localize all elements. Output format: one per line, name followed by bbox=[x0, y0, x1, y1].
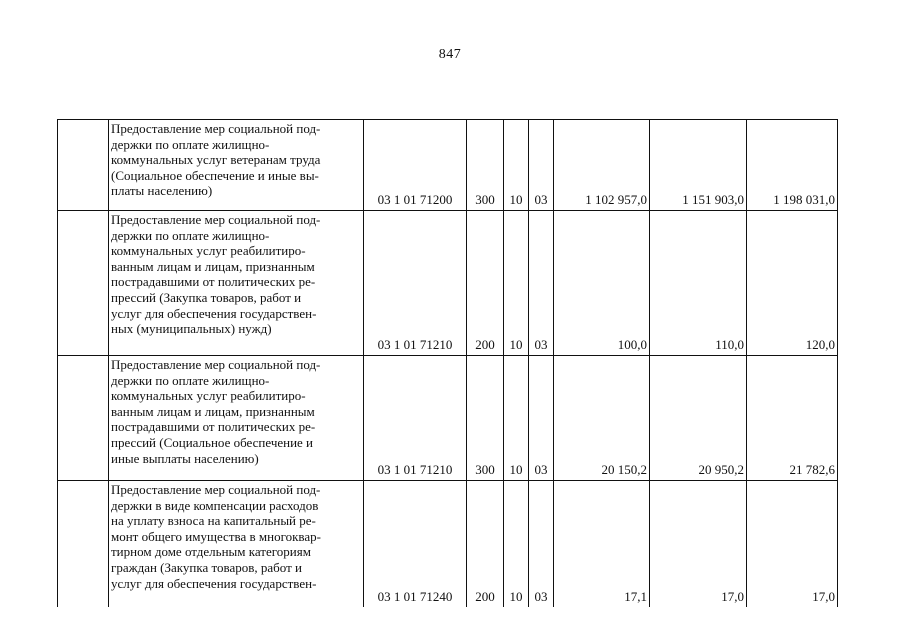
table-row bbox=[58, 211, 838, 356]
amount-year-1-cell: 1 102 957,0 bbox=[554, 120, 650, 211]
measure-name-line: ванным лицам и лицам, признанным bbox=[111, 403, 315, 419]
subsection-cell: 03 bbox=[529, 356, 554, 481]
measure-name-line: Предоставление мер социальной под- bbox=[111, 121, 321, 136]
expense-type-cell: 300 bbox=[467, 120, 504, 211]
measure-name-cell bbox=[109, 481, 364, 608]
amount-year-2-cell: 110,0 bbox=[650, 211, 747, 356]
subsection-cell: 03 bbox=[529, 211, 554, 356]
expense-type-cell: 200 bbox=[467, 211, 504, 356]
measure-name-line: коммунальных услуг ветеранам труда bbox=[111, 152, 321, 168]
measure-name-cell bbox=[109, 211, 364, 356]
target-article-code-cell: 03 1 01 71210 bbox=[364, 211, 467, 356]
row-number-cell bbox=[58, 120, 109, 211]
measure-name-line: Предоставление мер социальной под- bbox=[111, 357, 321, 372]
amount-year-3-cell: 17,0 bbox=[747, 481, 838, 608]
row-number-cell bbox=[58, 356, 109, 481]
measure-name-line: прессий (Социальное обеспечение и bbox=[111, 434, 314, 450]
amount-year-3-cell: 1 198 031,0 bbox=[747, 120, 838, 211]
expense-type-cell: 200 bbox=[467, 481, 504, 608]
measure-name-line: ванным лицам и лицам, признанным bbox=[111, 258, 315, 274]
measure-name-line: услуг для обеспечения государствен- bbox=[111, 305, 317, 321]
measure-name-line: держки по оплате жилищно- bbox=[111, 372, 270, 388]
measure-name-cell bbox=[109, 120, 364, 211]
amount-year-2-cell: 17,0 bbox=[650, 481, 747, 608]
measure-name-line: тирном доме отдельным категориям bbox=[111, 544, 311, 560]
section-cell: 10 bbox=[504, 356, 529, 481]
measure-name-line: граждан (Закупка товаров, работ и bbox=[111, 559, 303, 575]
target-article-code-cell: 03 1 01 71200 bbox=[364, 120, 467, 211]
measure-name-cell bbox=[109, 356, 364, 481]
amount-year-2-cell: 20 950,2 bbox=[650, 356, 747, 481]
measure-name-line: (Социальное обеспечение и иные вы- bbox=[111, 167, 319, 183]
measure-name-line: иные выплаты населению) bbox=[111, 450, 259, 466]
row-number-cell bbox=[58, 211, 109, 356]
row-number-cell bbox=[58, 481, 109, 608]
budget-table bbox=[57, 119, 838, 607]
amount-year-3-cell: 21 782,6 bbox=[747, 356, 838, 481]
page-number: 847 bbox=[438, 47, 462, 62]
table-row bbox=[58, 481, 838, 608]
table-row bbox=[58, 120, 838, 211]
measure-name-line: монт общего имущества в многоквар- bbox=[111, 528, 321, 544]
measure-name-line: ных (муниципальных) нужд) bbox=[111, 321, 272, 337]
measure-name-line: услуг для обеспечения государствен- bbox=[111, 575, 317, 591]
measure-name-line: на уплату взноса на капитальный ре- bbox=[111, 513, 316, 529]
amount-year-3-cell: 120,0 bbox=[747, 211, 838, 356]
subsection-cell: 03 bbox=[529, 120, 554, 211]
budget-table-body bbox=[58, 120, 838, 608]
amount-year-1-cell: 20 150,2 bbox=[554, 356, 650, 481]
amount-year-1-cell: 17,1 bbox=[554, 481, 650, 608]
measure-name-line: держки по оплате жилищно- bbox=[111, 227, 270, 243]
section-cell: 10 bbox=[504, 211, 529, 356]
amount-year-1-cell: 100,0 bbox=[554, 211, 650, 356]
amount-year-2-cell: 1 151 903,0 bbox=[650, 120, 747, 211]
target-article-code-cell: 03 1 01 71210 bbox=[364, 356, 467, 481]
measure-name-line: прессий (Закупка товаров, работ и bbox=[111, 289, 302, 305]
table-row bbox=[58, 356, 838, 481]
measure-name-line: Предоставление мер социальной под- bbox=[111, 212, 321, 227]
subsection-cell: 03 bbox=[529, 481, 554, 608]
measure-name-line: коммунальных услуг реабилитиро- bbox=[111, 243, 306, 259]
measure-name-line: держки в виде компенсации расходов bbox=[111, 497, 319, 513]
measure-name-line: платы населению) bbox=[111, 183, 213, 199]
measure-name-line: держки по оплате жилищно- bbox=[111, 136, 270, 152]
measure-name-line: коммунальных услуг реабилитиро- bbox=[111, 388, 306, 404]
measure-name-line: пострадавшими от политических ре- bbox=[111, 419, 316, 435]
expense-type-cell: 300 bbox=[467, 356, 504, 481]
measure-name-line: пострадавшими от политических ре- bbox=[111, 274, 316, 290]
section-cell: 10 bbox=[504, 481, 529, 608]
target-article-code-cell: 03 1 01 71240 bbox=[364, 481, 467, 608]
measure-name-line: Предоставление мер социальной под- bbox=[111, 482, 321, 497]
section-cell: 10 bbox=[504, 120, 529, 211]
